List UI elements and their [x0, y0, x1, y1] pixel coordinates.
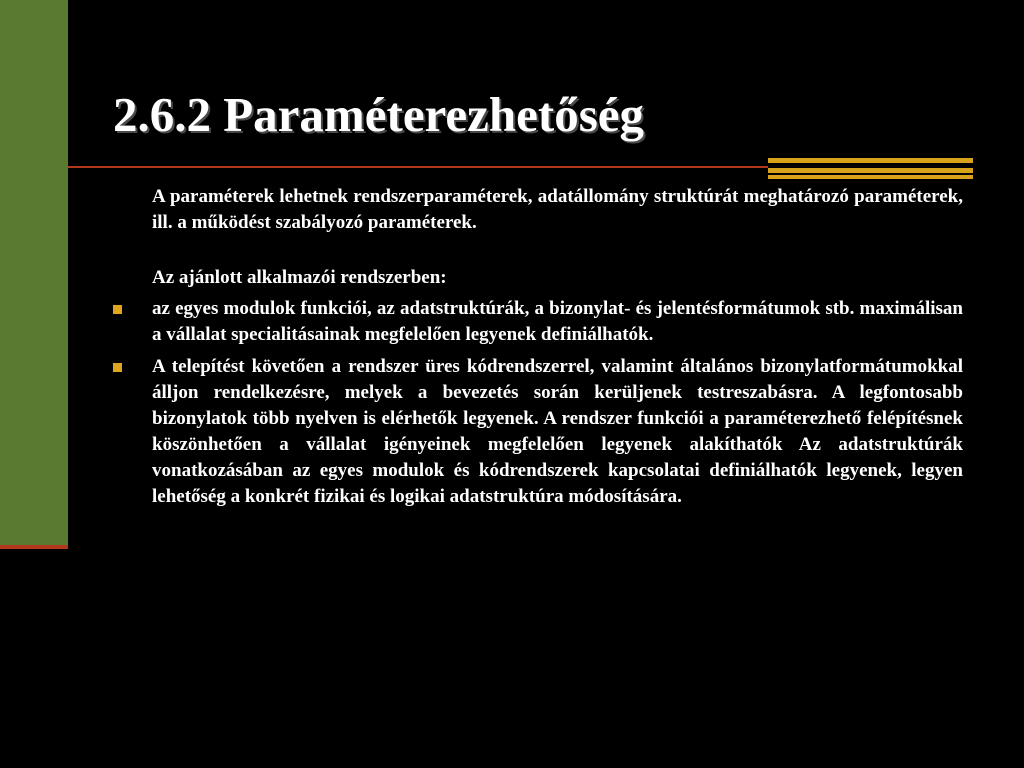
- bullet-text-2: A telepítést követően a rendszer üres kódrendszerrel, valamint általános bizonylatformátumokkal álljon rendelkezésre, melyek a bevezetés során kerüljenek testreszabásra. A legfontosabb bizonylatok több nyelven is elérhetők legyenek. A rendszer funkciói a paraméterezhető felépítésnek köszönhetően a vállalat igényeinek megfelelően legyenek alakíthatók Az adatstruktúrák vonatkozásában az egyes modulok és kódrendszerek kapcsolatai definiálhatók legyenek, legyen lehetőség a konkrét fizikai és logikai adatstruktúra módosítására.: [152, 356, 963, 507]
- bullet-text-1: az egyes modulok funkciói, az adatstruktúrák, a bizonylat- és jelentésformátumok stb. maximálisan a vállalat specialitásainak megfelelően legyenek definiálhatók.: [152, 298, 963, 345]
- bullet-item-1: [113, 296, 963, 348]
- gold-stripe-3: [768, 175, 973, 179]
- intro-paragraph: A paraméterek lehetnek rendszerparaméterek, adatállomány struktúrát meghatározó paraméterek, ill. a működést szabályozó paraméterek.: [152, 186, 963, 233]
- slide-title: 2.6.2 Paraméterezhetőség: [113, 87, 645, 142]
- title-divider: [68, 166, 768, 168]
- slide-body: [113, 184, 963, 510]
- subheading: Az ajánlott alkalmazói rendszerben:: [152, 267, 447, 288]
- square-bullet-icon: [113, 363, 122, 372]
- gold-stripe-1: [768, 158, 973, 163]
- left-accent-band: [0, 0, 68, 545]
- left-band-edge: [0, 545, 68, 549]
- bullet-item-2: [113, 354, 963, 510]
- gold-stripe-2: [768, 168, 973, 173]
- square-bullet-icon: [113, 305, 122, 314]
